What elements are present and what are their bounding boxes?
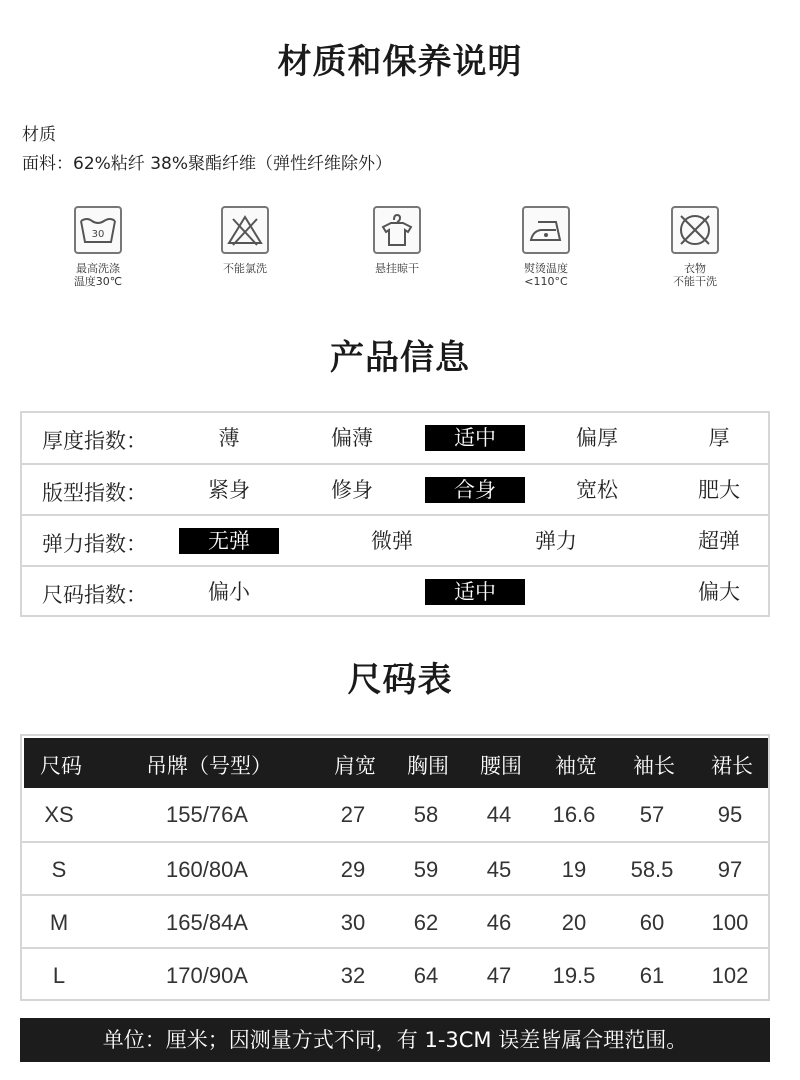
info-row-label: 尺码指数： <box>42 583 147 607</box>
value-cell: 57 <box>639 802 665 827</box>
measurement-note: 单位：厘米；因测量方式不同，有 1-3CM 误差皆属合理范围。 <box>20 1018 770 1062</box>
info-option: 肥大 <box>698 478 740 502</box>
info-option: 超弹 <box>698 529 740 553</box>
fabric-composition: 面料：62%粘纤 38%聚酯纤维（弹性纤维除外） <box>22 154 392 174</box>
info-option: 薄 <box>218 426 240 450</box>
info-option: 偏大 <box>698 580 740 604</box>
care-no-bleach-label: 不能氯洗 <box>223 262 267 275</box>
info-row-size <box>22 565 768 615</box>
info-option: 修身 <box>331 478 373 502</box>
care-no-bleach <box>205 206 285 275</box>
value-cell: 46 <box>486 910 512 935</box>
info-option-selected: 适中 <box>425 425 525 451</box>
value-cell: 29 <box>340 857 366 882</box>
table-row <box>22 947 768 1000</box>
material-label: 材质 <box>22 125 56 145</box>
value-cell: 62 <box>413 910 439 935</box>
hang-dry-icon <box>373 206 421 254</box>
size-chart-table <box>20 734 770 1001</box>
product-info-table <box>20 411 770 617</box>
info-option: 厚 <box>708 426 730 450</box>
size-cell: XS <box>44 802 74 827</box>
header-cell: 袖长 <box>633 754 675 778</box>
header-cell: 尺码 <box>40 754 82 778</box>
value-cell: 102 <box>711 963 749 988</box>
info-option: 弹力 <box>535 529 577 553</box>
tag-cell: 165/84A <box>166 910 248 935</box>
care-iron <box>506 206 586 288</box>
size-chart-header <box>24 738 768 788</box>
value-cell: 27 <box>340 802 366 827</box>
table-row <box>22 841 768 894</box>
value-cell: 61 <box>639 963 665 988</box>
care-wash-label: 最高洗涤 温度30℃ <box>73 262 123 288</box>
iron-icon <box>522 206 570 254</box>
svg-text:30: 30 <box>91 229 105 240</box>
value-cell: 97 <box>717 857 743 882</box>
header-cell: 胸围 <box>407 754 449 778</box>
header-cell: 袖宽 <box>555 754 597 778</box>
care-wash <box>58 206 138 288</box>
header-cell: 肩宽 <box>334 754 376 778</box>
info-row-fit <box>22 463 768 513</box>
product-info-title: 产品信息 <box>330 338 470 378</box>
value-cell: 30 <box>340 910 366 935</box>
value-cell: 32 <box>340 963 366 988</box>
info-option: 宽松 <box>576 478 618 502</box>
value-cell: 95 <box>717 802 743 827</box>
care-hang-dry <box>357 206 437 275</box>
header-cell: 吊牌（号型） <box>146 754 272 778</box>
care-iron-label: 熨烫温度 <110°C <box>524 262 568 288</box>
no-dry-clean-icon <box>671 206 719 254</box>
size-chart-title: 尺码表 <box>347 660 453 700</box>
care-no-dry-clean <box>655 206 735 288</box>
care-no-dry-clean-label: 衣物 不能干洗 <box>673 262 717 288</box>
info-row-label: 厚度指数： <box>42 429 147 453</box>
tag-cell: 160/80A <box>166 857 248 882</box>
size-cell: S <box>51 857 67 882</box>
value-cell: 64 <box>413 963 439 988</box>
value-cell: 100 <box>711 910 749 935</box>
tag-cell: 155/76A <box>166 802 248 827</box>
info-option: 偏小 <box>208 580 250 604</box>
info-row-thickness <box>22 413 768 463</box>
table-row <box>22 894 768 947</box>
info-option-selected: 合身 <box>425 477 525 503</box>
info-option: 偏厚 <box>576 426 618 450</box>
info-option: 微弹 <box>371 529 413 553</box>
tag-cell: 170/90A <box>166 963 248 988</box>
info-row-elasticity <box>22 514 768 564</box>
size-cell: L <box>52 963 66 988</box>
value-cell: 60 <box>639 910 665 935</box>
header-cell: 腰围 <box>480 754 522 778</box>
value-cell: 16.6 <box>552 802 596 827</box>
info-option: 紧身 <box>208 478 250 502</box>
wash-30-icon <box>74 206 122 254</box>
info-row-label: 版型指数： <box>42 481 147 505</box>
value-cell: 58 <box>413 802 439 827</box>
care-hang-dry-label: 悬挂晾干 <box>375 262 419 275</box>
value-cell: 44 <box>486 802 512 827</box>
info-option: 偏薄 <box>331 426 373 450</box>
info-row-label: 弹力指数： <box>42 532 147 556</box>
value-cell: 47 <box>486 963 512 988</box>
value-cell: 58.5 <box>630 857 674 882</box>
value-cell: 20 <box>561 910 587 935</box>
value-cell: 45 <box>486 857 512 882</box>
material-care-title: 材质和保养说明 <box>277 42 523 82</box>
header-cell: 裙长 <box>711 754 753 778</box>
no-bleach-icon <box>221 206 269 254</box>
value-cell: 59 <box>413 857 439 882</box>
size-cell: M <box>49 910 69 935</box>
info-option-selected: 适中 <box>425 579 525 605</box>
value-cell: 19.5 <box>552 963 596 988</box>
table-row <box>22 788 768 841</box>
info-option-selected: 无弹 <box>179 528 279 554</box>
value-cell: 19 <box>561 857 587 882</box>
